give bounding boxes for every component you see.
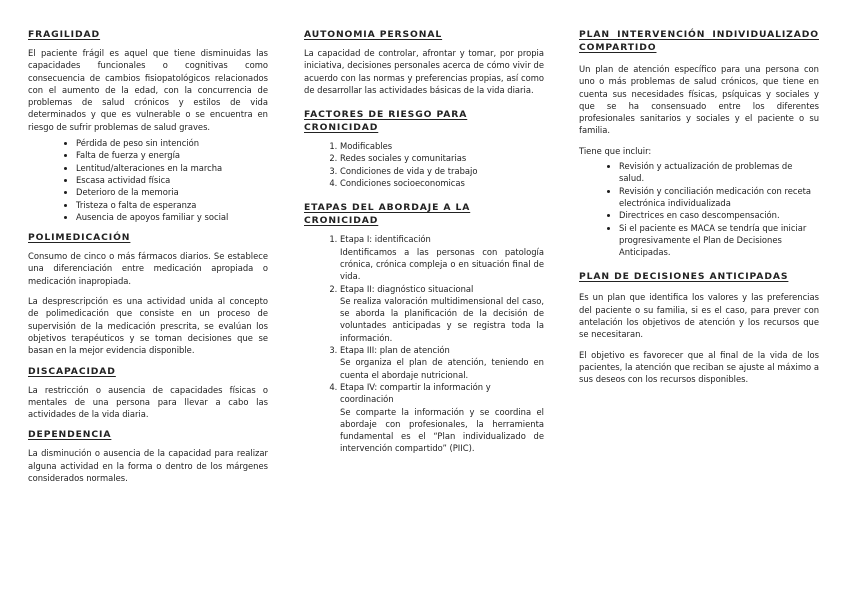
list-item: • Lentitud/alteraciones en la marcha (76, 162, 268, 174)
decisiones-text-1: Es un plan que identifica los valores y las preferencias del paciente o su familia, si es el caso, para prever con antelación los objetivos de atención y los recursos que se necesitaran. (579, 292, 819, 340)
list-item (340, 381, 544, 455)
autonomia-heading: AUTONOMIA PERSONAL (304, 29, 443, 40)
list-item: 2. Redes sociales y comunitarias (340, 152, 544, 164)
list-item: • Revisión y conciliación medicación con receta electrónica individualizada (619, 185, 819, 210)
plan-text: Un plan de atención específico para una persona con uno o más problemas de salud crónicos, que tiene en cuenta sus necesidades físicas, psíquicas y sociales y que se ha consensuado entre los diferentes profesionales sanitarios y sociales y el paciente o su familia. (579, 64, 819, 136)
list-item (340, 283, 544, 344)
etapa-desc: Identificamos a las personas con patología crónica, crónica compleja o en situación final de vida. (340, 246, 544, 282)
plan-intro: Tiene que incluir: (579, 145, 652, 156)
plan-list (579, 160, 819, 258)
plan-heading: PLAN INTERVENCIÓN INDIVIDUALIZADO COMPARTIDO (579, 29, 819, 53)
etapa-desc: Se organiza el plan de atención, teniendo en cuenta el abordaje nutricional. (340, 357, 544, 380)
fragilidad-text: El paciente frágil es aquel que tiene disminuidas las capacidades funcionales o cognitivas como consecuencia de cambios fisiopatológicos relacionados con el aumento de la edad, con la concurrencia de problemas de salud crónicos y estilos de vida determinados y que es vulnerable o se encuentra en riesgo de sufrir problemas de salud graves. (28, 48, 268, 132)
list-item: • Directrices en caso descompensación. (619, 209, 819, 221)
fragilidad-list (28, 137, 268, 223)
list-item: • Tristeza o falta de esperanza (76, 199, 268, 211)
fragilidad-heading: FRAGILIDAD (28, 29, 101, 40)
list-item: • Deterioro de la memoria (76, 186, 268, 198)
list-item (340, 344, 544, 381)
etapas-heading: ETAPAS DEL ABORDAJE A LA CRONICIDAD (304, 202, 471, 227)
polimedicacion-text-1: Consumo de cinco o más fármacos diarios. Se establece una diferenciación entre medicación apropiada o medicación inapropiada. (28, 251, 268, 286)
polimedicacion-heading: POLIMEDICACIÓN (28, 232, 131, 244)
decisiones-text-2: El objetivo es favorecer que al final de la vida de los pacientes, la atención que reciban se ajuste al máximo a sus deseos con los recursos disponibles. (579, 349, 819, 385)
decisiones-heading: PLAN DE DECISIONES ANTICIPADAS (579, 271, 789, 283)
autonomia-text: La capacidad de controlar, afrontar y tomar, por propia iniciativa, decisiones personales acerca de cómo vivir de acuerdo con las normas y preferencias propias, así como de desarrollar las actividades básicas de la vida diaria. (304, 48, 544, 95)
column-right (579, 28, 819, 394)
list-item: • Falta de fuerza y energía (76, 149, 268, 161)
etapa-label: Etapa IV: compartir la información y coordinación (340, 381, 491, 405)
list-item: • Escasa actividad física (76, 174, 268, 186)
list-item: • Ausencia de apoyos familiar y social (76, 211, 268, 223)
list-item: • Si el paciente es MACA se tendría que iniciar progresivamente el Plan de Decisiones Anticipadas. (619, 222, 819, 259)
etapas-list (304, 233, 544, 454)
dependencia-heading: DEPENDENCIA (28, 429, 112, 441)
list-item (340, 233, 544, 282)
polimedicacion-text-2: La desprescripción es una actividad unida al concepto de polimedicación que consiste en un proceso de supervisión de la medicación prescrita, se evalúan los objetivos terapéuticos y se toman decisiones que se basan en la mejor evidencia disponible. (28, 296, 268, 356)
column-middle (304, 28, 544, 463)
list-item: 1. Modificables (340, 140, 544, 152)
discapacidad-heading: DISCAPACIDAD (28, 365, 116, 377)
factores-list (304, 140, 544, 189)
etapa-label: Etapa II: diagnóstico situacional (340, 283, 474, 294)
etapa-desc: Se realiza valoración multidimensional del caso, se aborda la planificación de la decisión de voluntades anticipadas y se registra toda la información. (340, 295, 544, 343)
etapa-label: Etapa I: identificación (340, 234, 431, 245)
etapa-desc: Se comparte la información y se coordina el abordaje con profesionales, la herramienta fundamental es el “Plan individualizado de intervención compartido” (PIIC). (340, 406, 544, 454)
list-item: • Pérdida de peso sin intención (76, 137, 268, 149)
dependencia-text: La disminución o ausencia de la capacidad para realizar alguna actividad en la forma o dentro de los márgenes considerados normales. (28, 448, 268, 484)
list-item: 3. Condiciones de vida y de trabajo (340, 165, 544, 177)
etapa-label: Etapa III: plan de atención (340, 345, 450, 356)
list-item: • Revisión y actualización de problemas de salud. (619, 160, 819, 185)
list-item: 4. Condiciones socioeconomicas (340, 177, 544, 189)
factores-heading: FACTORES DE RIESGO PARA CRONICIDAD (304, 109, 468, 134)
column-left (28, 28, 268, 492)
discapacidad-text: La restricción o ausencia de capacidades físicas o mentales de una persona para llevar a cabo las actividades de la vida diaria. (28, 384, 268, 420)
